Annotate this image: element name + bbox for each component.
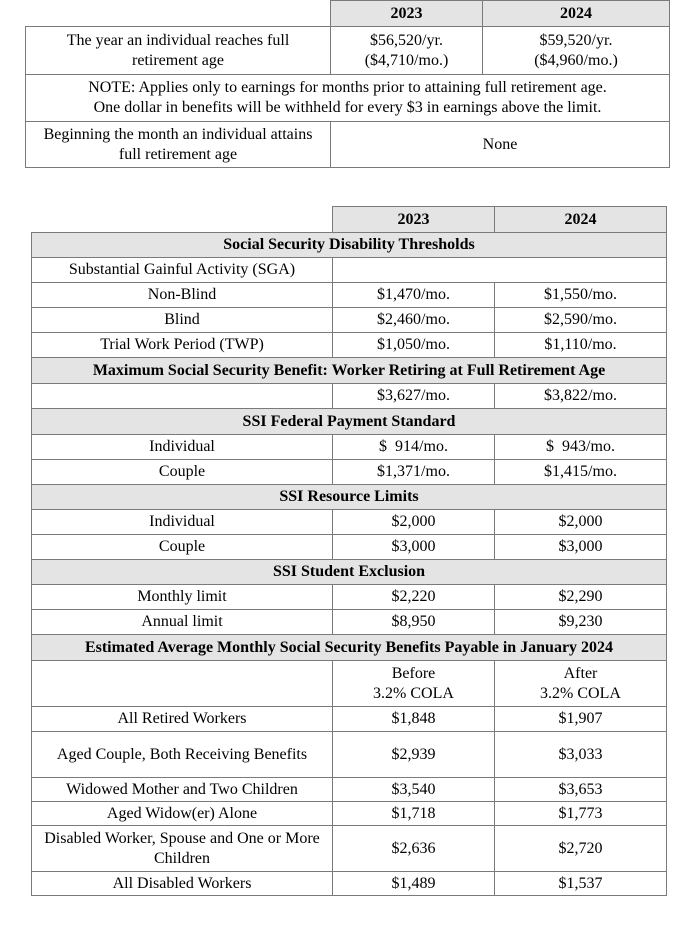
header-line: 3.2% COLA [373,684,454,702]
table-row [32,802,667,826]
table-row [32,308,667,333]
section-disability-title: Social Security Disability Thresholds [32,233,667,258]
section-ssi-payment-title: SSI Federal Payment Standard [32,409,667,435]
value-2023: $ 914/mo. [333,435,495,460]
header-line: 3.2% COLA [540,684,621,702]
table-row [32,258,667,283]
row-label: Non-Blind [32,283,333,308]
table-row [32,707,667,732]
fra-year-2023-value [331,27,483,75]
value-after: $1,773 [495,802,667,826]
value-line: ($4,960/mo.) [534,51,618,69]
row-label: Widowed Mother and Two Children [32,778,333,802]
value-line: ($4,710/mo.) [364,51,449,69]
value-2024: $3,000 [495,535,667,560]
section-avg-benefits-title: Estimated Average Monthly Social Security Benefits Payable in January 2024 [32,635,667,661]
value-2023: $1,470/mo. [333,283,495,308]
note-row [26,75,670,122]
note-line: One dollar in benefits will be withheld for every $3 in earnings above the limit. [93,99,602,116]
table-row [32,826,667,872]
value-2023: $8,950 [333,610,495,635]
header-line: After [563,664,598,682]
value-after: $1,907 [495,707,667,732]
section-ssi-student-title: SSI Student Exclusion [32,560,667,585]
value-2023: $3,627/mo. [333,384,495,409]
value-2024: $2,290 [495,585,667,610]
value-2024: $1,415/mo. [495,460,667,485]
value-2023: $2,220 [333,585,495,610]
table-row [32,333,667,358]
header-blank-cell [32,207,333,233]
value-before: $1,718 [333,802,495,826]
after-fra-label: Beginning the month an individual attains full retirement age [26,122,331,168]
value-2024: $ 943/mo. [495,435,667,460]
table-row [32,460,667,485]
table-row [32,610,667,635]
value-2024: $3,822/mo. [495,384,667,409]
value-2023: $1,371/mo. [333,460,495,485]
row-label: Annual limit [32,610,333,635]
table-row [32,435,667,460]
row-label: Blind [32,308,333,333]
value-after: $1,537 [495,872,667,896]
value-before: $3,540 [333,778,495,802]
value-2023: $3,000 [333,535,495,560]
sga-label: Substantial Gainful Activity (SGA) [32,258,333,283]
fra-year-label: The year an individual reaches full retirement age [26,27,331,75]
value-2023: $1,050/mo. [333,333,495,358]
table-row [32,778,667,802]
earnings-test-table [25,0,670,168]
value-2024: $2,590/mo. [495,308,667,333]
row-label: Trial Work Period (TWP) [32,333,333,358]
value-2024: $2,000 [495,510,667,535]
before-cola-header [333,661,495,707]
value-after: $3,653 [495,778,667,802]
value-before: $2,636 [333,826,495,872]
note-line: NOTE: Applies only to earnings for months prior to attaining full retirement age. [88,79,607,96]
row-label: All Disabled Workers [32,872,333,896]
row-label: Couple [32,460,333,485]
value-2023: $2,000 [333,510,495,535]
header-blank-cell [26,1,331,27]
row-label: Individual [32,510,333,535]
header-2024: 2024 [495,207,667,233]
value-line: $56,520/yr. [370,31,443,49]
table-row [26,122,670,168]
section-max-benefit-title: Maximum Social Security Benefit: Worker Retiring at Full Retirement Age [32,358,667,384]
note-cell [26,75,670,122]
value-after: $2,720 [495,826,667,872]
value-2024: $1,550/mo. [495,283,667,308]
table-row [32,384,667,409]
row-label: All Retired Workers [32,707,333,732]
row-label: Individual [32,435,333,460]
table-row [32,535,667,560]
thresholds-table [31,206,667,896]
row-label: Monthly limit [32,585,333,610]
table-header-row [32,207,667,233]
table-row [32,872,667,896]
value-2024: $1,110/mo. [495,333,667,358]
row-label-blank [32,384,333,409]
after-fra-value: None [331,122,670,168]
section-ssi-resource-title: SSI Resource Limits [32,485,667,510]
header-2023: 2023 [331,1,483,27]
row-label: Aged Widow(er) Alone [32,802,333,826]
cola-header-row [32,661,667,707]
value-before: $2,939 [333,732,495,778]
table-row [32,732,667,778]
after-cola-header [495,661,667,707]
value-2024: $9,230 [495,610,667,635]
value-line: $59,520/yr. [539,31,613,49]
row-label: Couple [32,535,333,560]
table-header-row [26,1,670,27]
table-row [26,27,670,75]
table-row [32,585,667,610]
value-before: $1,489 [333,872,495,896]
table-row [32,283,667,308]
value-after: $3,033 [495,732,667,778]
row-label: Disabled Worker, Spouse and One or More Children [32,826,333,872]
header-2023: 2023 [333,207,495,233]
header-line: Before [391,664,436,682]
value-2023: $2,460/mo. [333,308,495,333]
table-row [32,510,667,535]
header-2024: 2024 [483,1,670,27]
value-before: $1,848 [333,707,495,732]
fra-year-2024-value [483,27,670,75]
row-label: Aged Couple, Both Receiving Benefits [32,732,333,778]
sga-blank [333,258,667,283]
row-label-blank [32,661,333,707]
